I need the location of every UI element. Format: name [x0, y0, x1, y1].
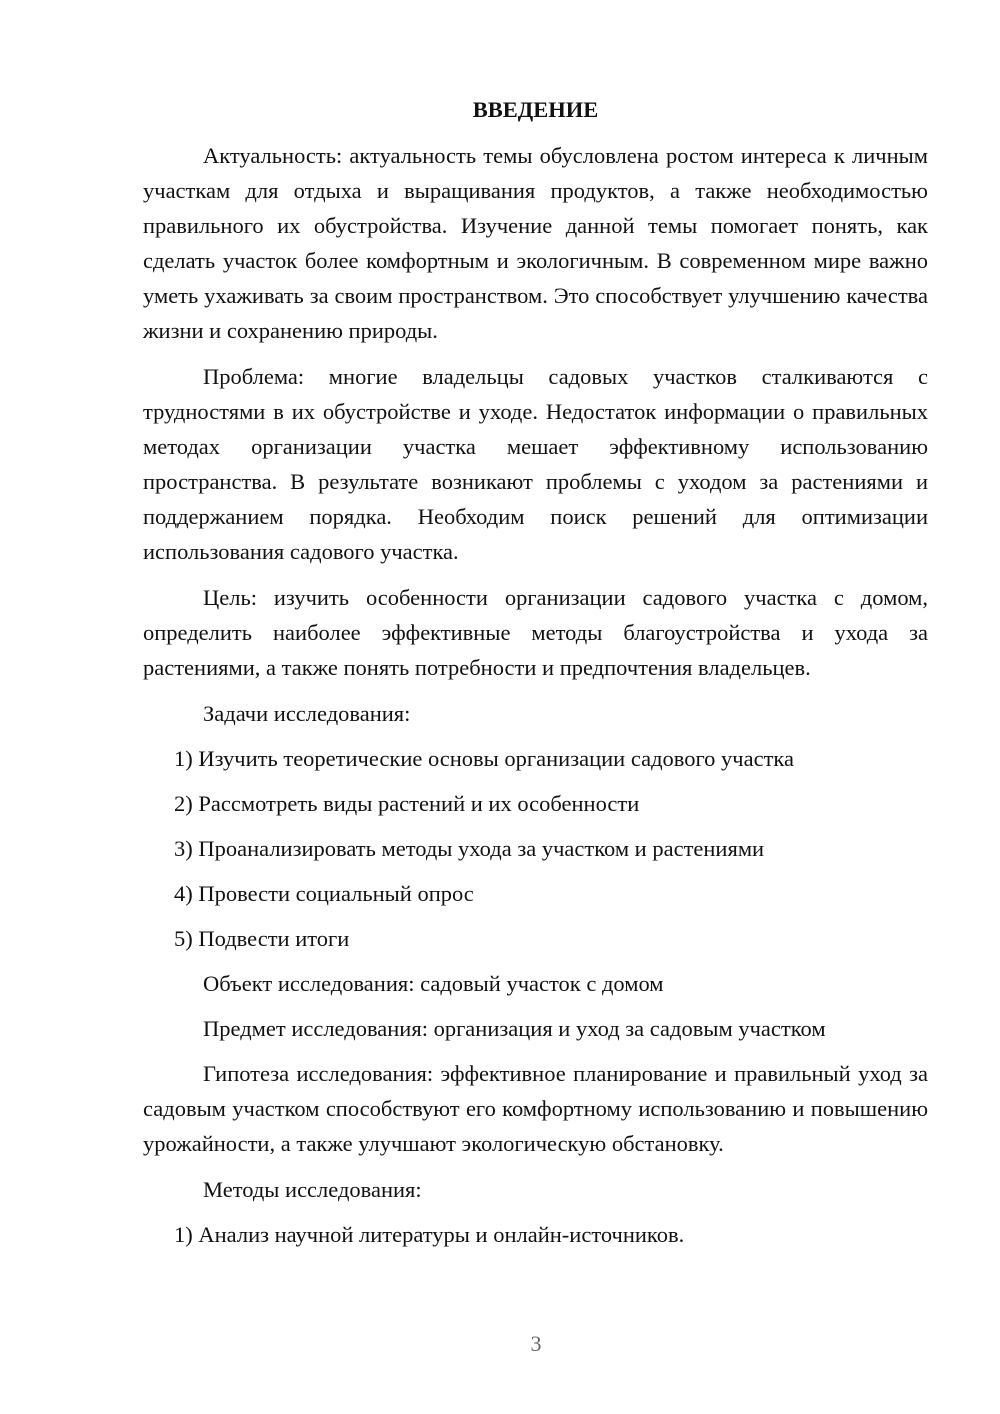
page-number: 3 [530, 1331, 542, 1356]
problem-paragraph: Проблема: многие владельцы садовых участков сталкиваются с трудностями в их обустройстве и уходе. Недостаток информации о правильных методах организации участка мешает эффективному использованию пространства. В результате возникают проблемы с уходом за растениями и поддержанием порядка. Необходим поиск решений для оптимизации использования садового участка. [143, 364, 928, 564]
task-item: 3) Проанализировать методы ухода за участком и растениями [174, 836, 765, 861]
research-object: Объект исследования: садовый участок с домом [203, 971, 664, 996]
document-page [143, 90, 928, 1262]
hypothesis-paragraph: Гипотеза исследования: эффективное планирование и правильный уход за садовым участком способствуют его комфортному использованию и повышению урожайности, а также улучшают экологическую обстановку. [143, 1061, 928, 1156]
method-item: 1) Анализ научной литературы и онлайн-источников. [174, 1222, 685, 1247]
relevance-paragraph: Актуальность: актуальность темы обусловлена ростом интереса к личным участкам для отдыха и выращивания продуктов, а также необходимостью правильного их обустройства. Изучение данной темы помогает понять, как сделать участок более комфортным и экологичным. В современном мире важно уметь ухаживать за своим пространством. Это способствует улучшению качества жизни и сохранению природы. [143, 143, 928, 343]
task-item: 4) Провести социальный опрос [174, 881, 474, 906]
tasks-heading: Задачи исследования: [203, 701, 411, 726]
task-item: 5) Подвести итоги [174, 926, 350, 951]
goal-paragraph: Цель: изучить особенности организации садового участка с домом, определить наиболее эффективные методы благоустройства и ухода за растениями, а также понять потребности и предпочтения владельцев. [143, 585, 928, 680]
task-item: 1) Изучить теоретические основы организации садового участка [174, 746, 795, 771]
methods-heading: Методы исследования: [203, 1177, 422, 1202]
page-title: ВВЕДЕНИЕ [472, 97, 599, 122]
research-subject: Предмет исследования: организация и уход за садовым участком [203, 1016, 826, 1041]
task-item: 2) Рассмотреть виды растений и их особенности [174, 791, 640, 816]
